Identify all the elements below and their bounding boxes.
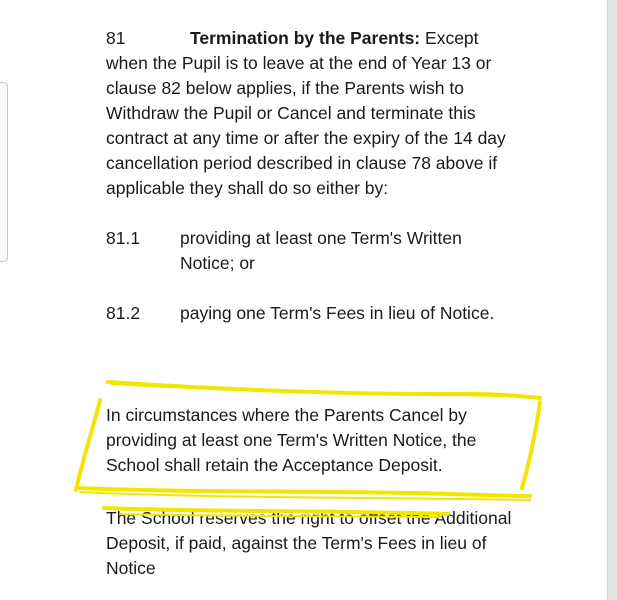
annotation-bottom-stroke-2 <box>80 492 530 500</box>
clause-81-heading <box>106 26 526 51</box>
scrollbar-track[interactable] <box>607 0 617 600</box>
subclause-number: 81.2 <box>106 303 141 323</box>
highlighted-paragraph <box>106 403 526 478</box>
annotation-bottom-stroke <box>78 488 530 496</box>
final-paragraph <box>106 506 526 581</box>
subclause-text: providing at least one Term's Written Notice; or <box>180 228 462 273</box>
subclause-text: paying one Term's Fees in lieu of Notice. <box>180 303 495 323</box>
page-edge-left <box>0 82 8 262</box>
subclause-81-1 <box>106 226 526 276</box>
clause-81 <box>106 26 526 326</box>
subclause-81-2 <box>106 301 526 326</box>
annotation-top-stroke <box>108 382 540 398</box>
clause-title: Termination by the Parents: <box>190 28 421 48</box>
clause-body: when the Pupil is to leave at the end of Year 13 or clause 82 below applies, if the Parents wish to Withdraw the Pupil or Cancel and terminate this contract at any time or after the expiry of the 14 day cancellation period described in clause 78 above if applicable they shall do so either by: <box>106 53 506 198</box>
highlighted-text: In circumstances where the Parents Cancel by providing at least one Term's Written Notice, the School shall retain the Acceptance Deposit. <box>106 405 477 475</box>
clause-number: 81 <box>106 28 126 48</box>
annotation-left-stroke <box>76 400 100 490</box>
final-text: The School reserves the right to offset the Additional Deposit, if paid, against the Term's Fees in lieu of Notice <box>106 508 512 578</box>
subclause-number: 81.1 <box>106 228 141 248</box>
clause-lead: Except <box>425 28 479 48</box>
annotation-top-stroke-2 <box>112 384 500 396</box>
